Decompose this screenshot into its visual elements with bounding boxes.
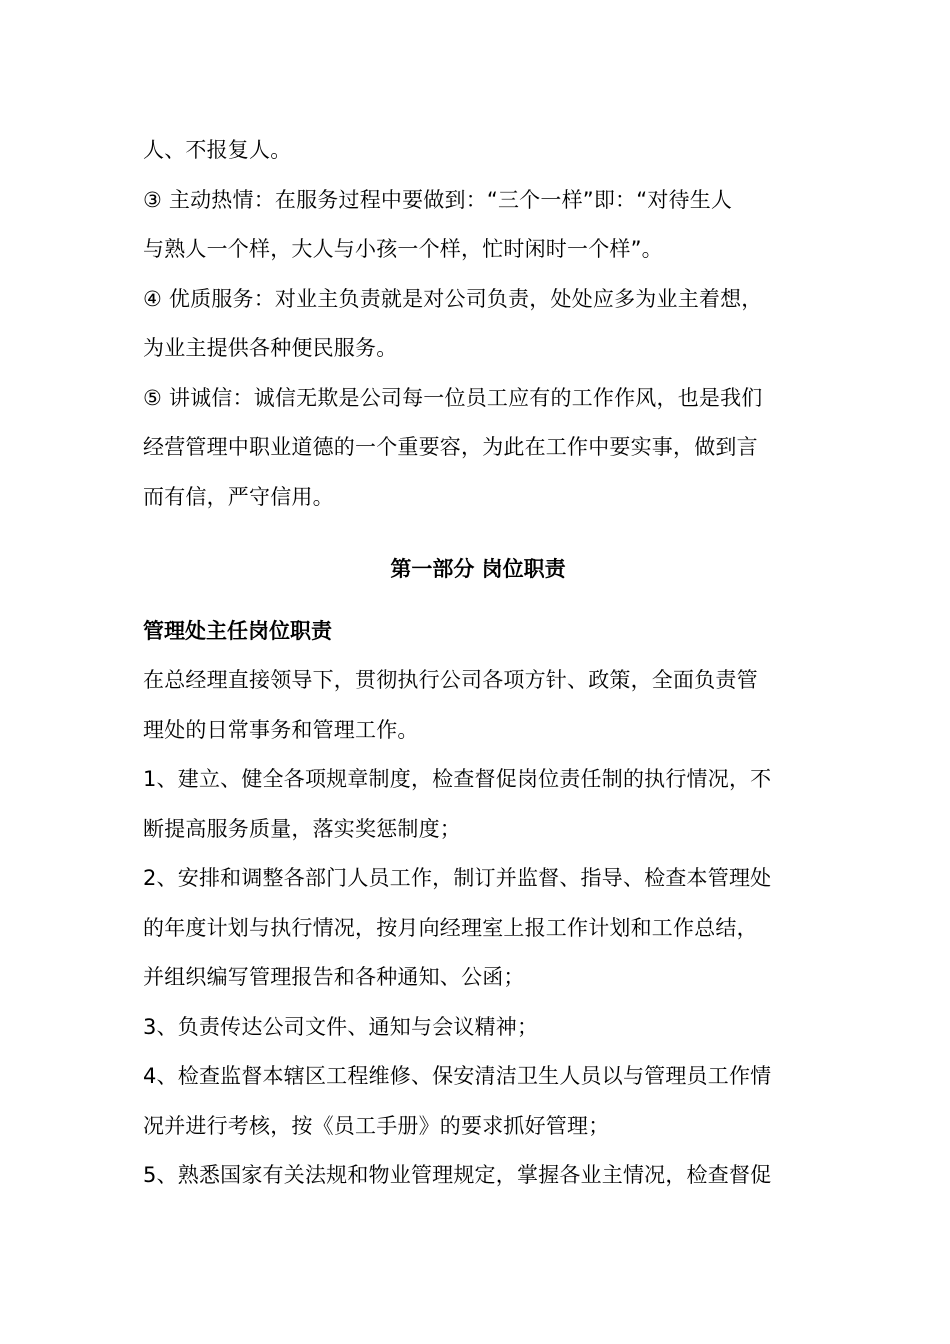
text-line: 断提高服务质量，落实奖惩制度； xyxy=(143,816,461,841)
subsection-title: 管理处主任岗位职责 xyxy=(143,618,332,643)
text-line: 5、熟悉国家有关法规和物业管理规定，掌握各业主情况，检查督促 xyxy=(143,1163,772,1187)
text-line: 况并进行考核，按《员工手册》的要求抓好管理； xyxy=(143,1113,610,1138)
document-page xyxy=(143,126,813,1201)
text-line: 2、安排和调整各部门人员工作，制订并监督、指导、检查本管理处 xyxy=(143,866,772,890)
text-line: 与熟人一个样，大人与小孩一个样，忙时闲时一个样”。 xyxy=(143,237,663,261)
intro-text xyxy=(143,126,813,522)
text-line: ③ 主动热情：在服务过程中要做到：“三个一样”即：“对待生人 xyxy=(143,187,733,212)
text-line: 经营管理中职业道德的一个重要容，为此在工作中要实事，做到言 xyxy=(143,435,758,459)
text-line: ④ 优质服务：对业主负责就是对公司负责，处处应多为业主着想， xyxy=(143,286,763,311)
section-title: 第一部分 岗位职责 xyxy=(390,557,566,581)
body-text xyxy=(143,656,813,1201)
text-line: 4、检查监督本辖区工程维修、保安清洁卫生人员以与管理员工作情 xyxy=(143,1064,772,1088)
text-line: 为业主提供各种便民服务。 xyxy=(143,336,398,360)
text-line: 1、建立、健全各项规章制度，检查督促岗位责任制的执行情况，不 xyxy=(143,767,772,791)
text-line: 而有信，严守信用。 xyxy=(143,484,334,509)
text-line: ⑤ 讲诚信：诚信无欺是公司每一位员工应有的工作作风，也是我们 xyxy=(143,385,763,410)
text-line: 理处的日常事务和管理工作。 xyxy=(143,717,419,742)
text-line: 人、不报复人。 xyxy=(143,138,292,162)
text-line: 3、负责传达公司文件、通知与会议精神； xyxy=(143,1014,539,1039)
text-line: 的年度计划与执行情况，按月向经理室上报工作计划和工作总结， xyxy=(143,915,758,940)
text-line: 并组织编写管理报告和各种通知、公函； xyxy=(143,965,525,989)
text-line: 在总经理直接领导下，贯彻执行公司各项方针、政策，全面负责管 xyxy=(143,668,758,692)
